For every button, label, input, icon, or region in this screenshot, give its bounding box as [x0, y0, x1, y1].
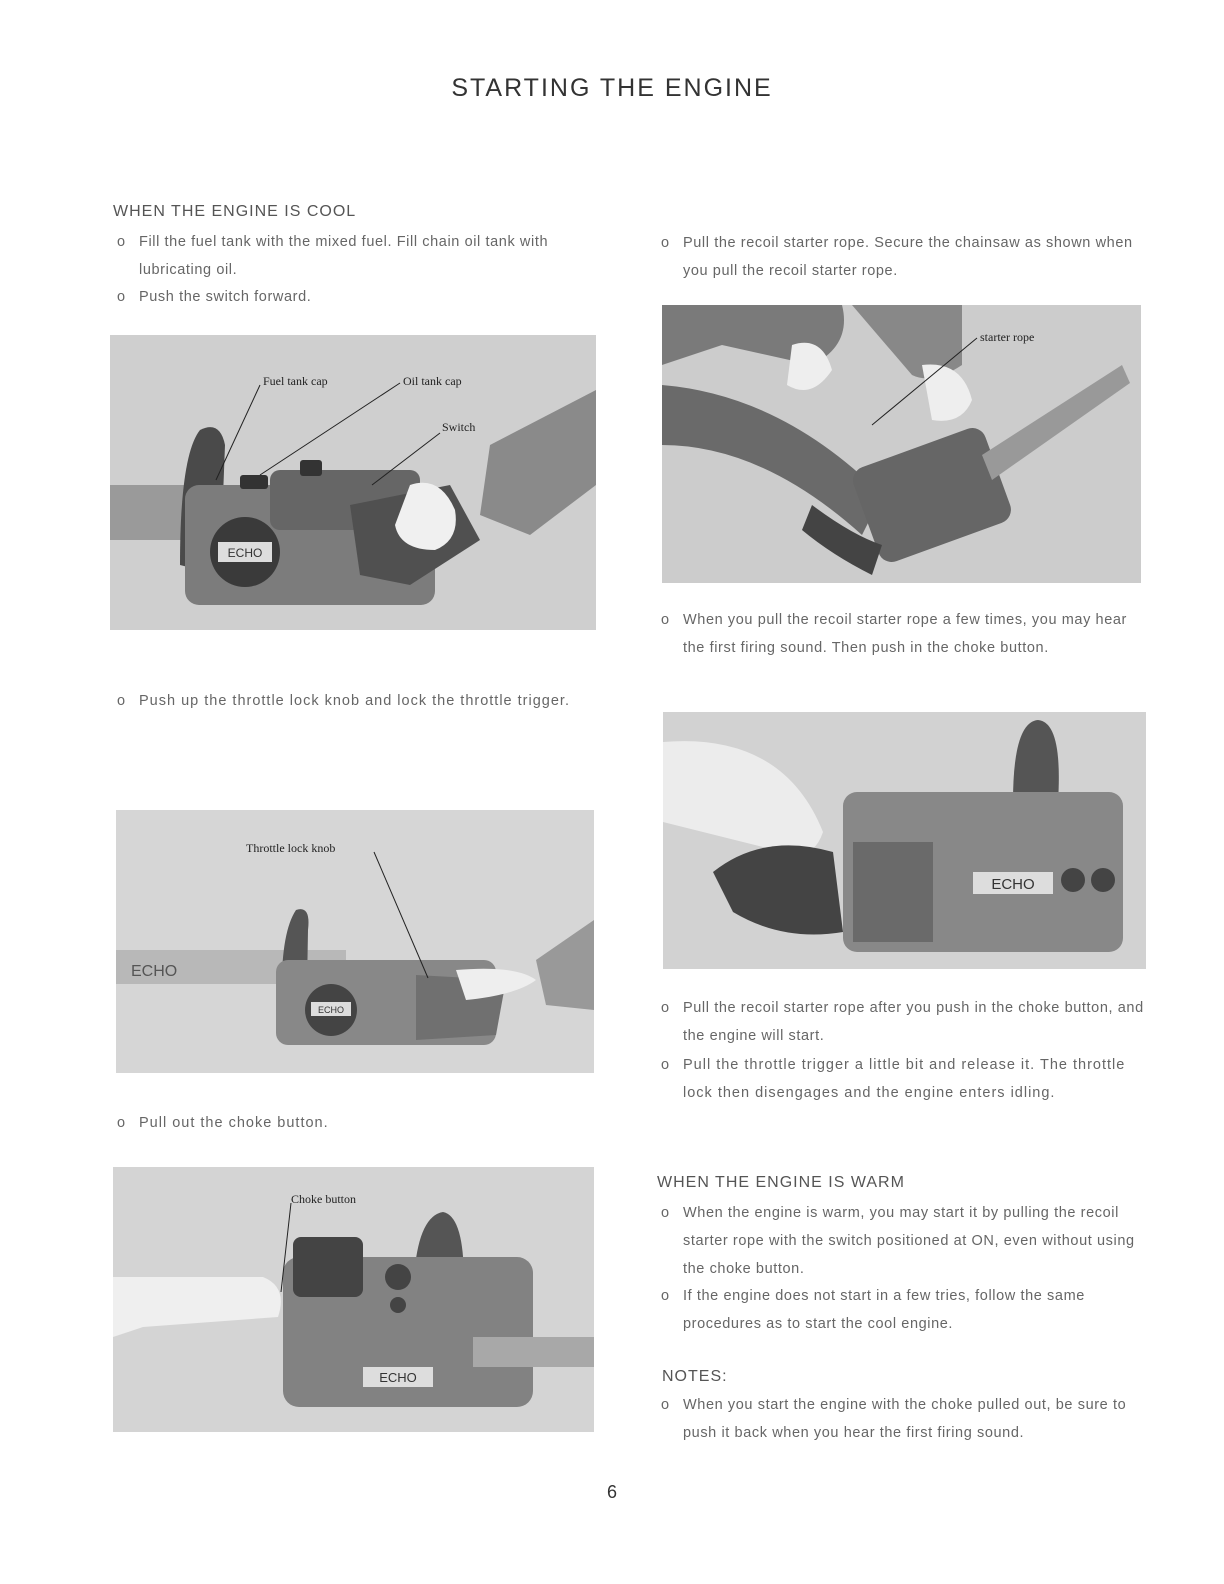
- bullet-fill-fuel: [113, 228, 603, 284]
- photo-chainsaw-caps: [110, 335, 596, 630]
- photo-throttle-lock-illustration: [116, 810, 594, 1073]
- bullet-marker: o: [661, 1397, 670, 1413]
- photo-throttle-lock: [116, 810, 594, 1073]
- section-heading-warm: WHEN THE ENGINE IS WARM: [657, 1174, 905, 1191]
- caption-choke-button: Choke button: [291, 1192, 356, 1206]
- photo-starter-rope-illustration: [662, 305, 1141, 583]
- bullet-text: Fill the fuel tank with the mixed fuel. Fill chain oil tank with lubricating oil.: [139, 234, 549, 278]
- bullet-marker: o: [661, 1057, 671, 1073]
- bullet-marker: o: [117, 693, 127, 709]
- caption-oil-tank-cap: Oil tank cap: [403, 374, 462, 388]
- caption-switch: Switch: [442, 420, 476, 434]
- caption-fuel-tank-cap: Fuel tank cap: [263, 374, 328, 388]
- photo-choke-button-illustration: [113, 1167, 594, 1432]
- caption-starter-rope: starter rope: [980, 330, 1035, 344]
- bullet-warm-start: [657, 1199, 1147, 1283]
- section-heading-notes: NOTES:: [662, 1368, 728, 1385]
- photo-push-choke-illustration: [663, 712, 1146, 969]
- bullet-marker: o: [661, 235, 670, 251]
- section-heading-cool: WHEN THE ENGINE IS COOL: [113, 203, 357, 220]
- bullet-throttle-trigger: [657, 1051, 1147, 1107]
- brand-label: ECHO: [379, 1370, 417, 1385]
- bullet-text: Pull out the choke button.: [139, 1115, 329, 1131]
- bullet-engine-start: [657, 994, 1147, 1050]
- bullet-text: If the engine does not start in a few tries, follow the same procedures as to start the cool engine.: [683, 1288, 1085, 1332]
- bullet-marker: o: [117, 234, 126, 250]
- photo-choke-button: [113, 1167, 594, 1432]
- bullet-marker: o: [661, 1205, 670, 1221]
- bullet-text: Pull the recoil starter rope. Secure the chainsaw as shown when you pull the recoil starter rope.: [683, 235, 1133, 279]
- bullet-text: When you start the engine with the choke pulled out, be sure to push it back when you hear the first firing sound.: [683, 1397, 1127, 1441]
- bullet-text: Push the switch forward.: [139, 289, 312, 305]
- page-title: STARTING THE ENGINE: [451, 74, 773, 102]
- bullet-push-switch: [113, 283, 603, 311]
- bullet-note-choke: [657, 1391, 1147, 1447]
- brand-label: ECHO: [227, 546, 263, 560]
- photo-starter-rope: [662, 305, 1141, 583]
- bullet-throttle-lock: [113, 687, 593, 715]
- bar-brand-label: ECHO: [131, 963, 178, 980]
- brand-label: ECHO: [991, 876, 1035, 893]
- photo-chainsaw-caps-illustration: [110, 335, 596, 630]
- bullet-warm-retry: [657, 1282, 1147, 1338]
- bullet-marker: o: [661, 1288, 670, 1304]
- bullet-marker: o: [117, 289, 126, 305]
- brand-label: ECHO: [317, 1005, 345, 1015]
- bullet-first-firing: [657, 606, 1147, 662]
- bullet-text: When the engine is warm, you may start it by pulling the recoil starter rope with the switch positioned at ON, even without using the choke button.: [683, 1205, 1135, 1277]
- bullet-text: When you pull the recoil starter rope a few times, you may hear the first firing sound. Then push in the choke button.: [683, 612, 1127, 656]
- photo-push-choke: [663, 712, 1146, 969]
- bullet-text: Pull the recoil starter rope after you push in the choke button, and the engine will start.: [683, 1000, 1144, 1044]
- caption-throttle-lock-knob: Throttle lock knob: [246, 841, 336, 855]
- bullet-marker: o: [117, 1115, 127, 1131]
- page-number: 6: [606, 1482, 617, 1502]
- bullet-pull-starter-rope: [657, 229, 1147, 285]
- bullet-text: Push up the throttle lock knob and lock the throttle trigger.: [139, 693, 570, 709]
- bullet-marker: o: [661, 1000, 670, 1016]
- bullet-text: Pull the throttle trigger a little bit and release it. The throttle lock then disengages and the engine enters idling.: [683, 1057, 1126, 1101]
- bullet-pull-choke: [113, 1109, 593, 1137]
- bullet-marker: o: [661, 612, 670, 628]
